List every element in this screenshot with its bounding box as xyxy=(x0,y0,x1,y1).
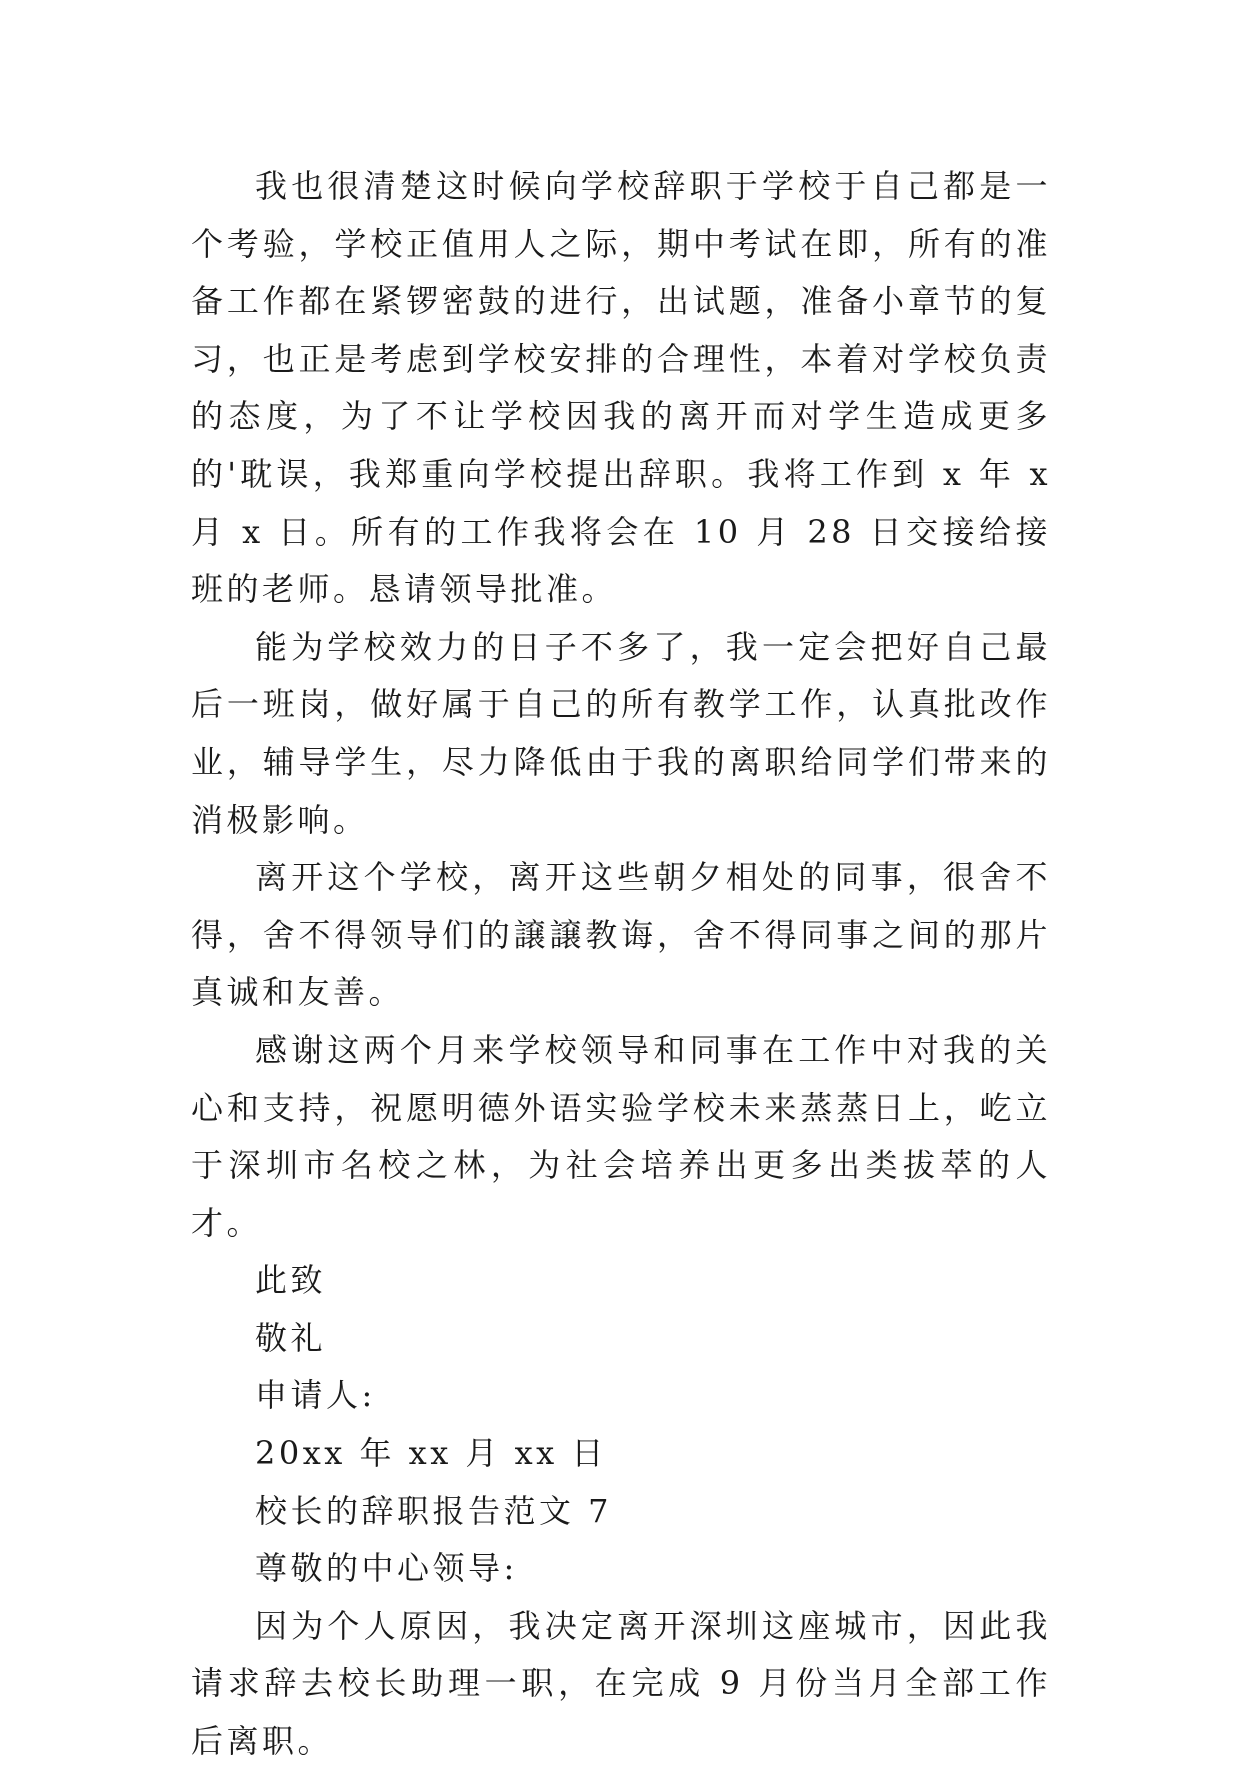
section-greeting: 尊敬的中心领导: xyxy=(255,1549,518,1588)
document-body xyxy=(191,158,1051,1771)
section-paragraph: 因为个人原因，我决定离开深圳这座城市，因此我请求辞去校长助理一职，在完成 9 月份当月全部工作后离职。 xyxy=(191,1606,1051,1761)
applicant-label: 申请人: xyxy=(255,1376,376,1415)
signature-date: 20xx 年 xx 月 xx 日 xyxy=(255,1434,607,1473)
section-title: 校长的辞职报告范文 7 xyxy=(255,1491,613,1530)
closing-salutation-1: 此致 xyxy=(255,1261,327,1300)
body-paragraph-3: 离开这个学校，离开这些朝夕相处的同事，很舍不得，舍不得领导们的譲譲教诲，舍不得同事之间的那片真诚和友善。 xyxy=(191,858,1051,1012)
closing-salutation-2: 敬礼 xyxy=(255,1318,327,1357)
body-paragraph-1: 我也很清楚这时候向学校辞职于学校于自己都是一个考验，学校正值用人之际，期中考试在即，所有的准备工作都在紧锣密鼓的进行，出试题，准备小章节的复习，也正是考虑到学校安排的合理性，本着对学校负责的态度，为了不让学校因我的离开而对学生造成更多的'耽误，我郑重向学校提出辞职。我将工作到 x 年 x 月 x 日。所有的工作我将会在 10 月 28 日交接给接班的老师。恳请领导批准。 xyxy=(191,167,1051,609)
body-paragraph-4: 感谢这两个月来学校领导和同事在工作中对我的关心和支持，祝愿明德外语实验学校未来蒸蒸日上，屹立于深圳市名校之林，为社会培养出更多出类拔萃的人才。 xyxy=(191,1030,1051,1242)
body-paragraph-2: 能为学校效力的日子不多了，我一定会把好自己最后一班岗，做好属于自己的所有教学工作，认真批改作业，辅导学生，尽力降低由于我的离职给同学们带来的消极影响。 xyxy=(191,627,1051,839)
